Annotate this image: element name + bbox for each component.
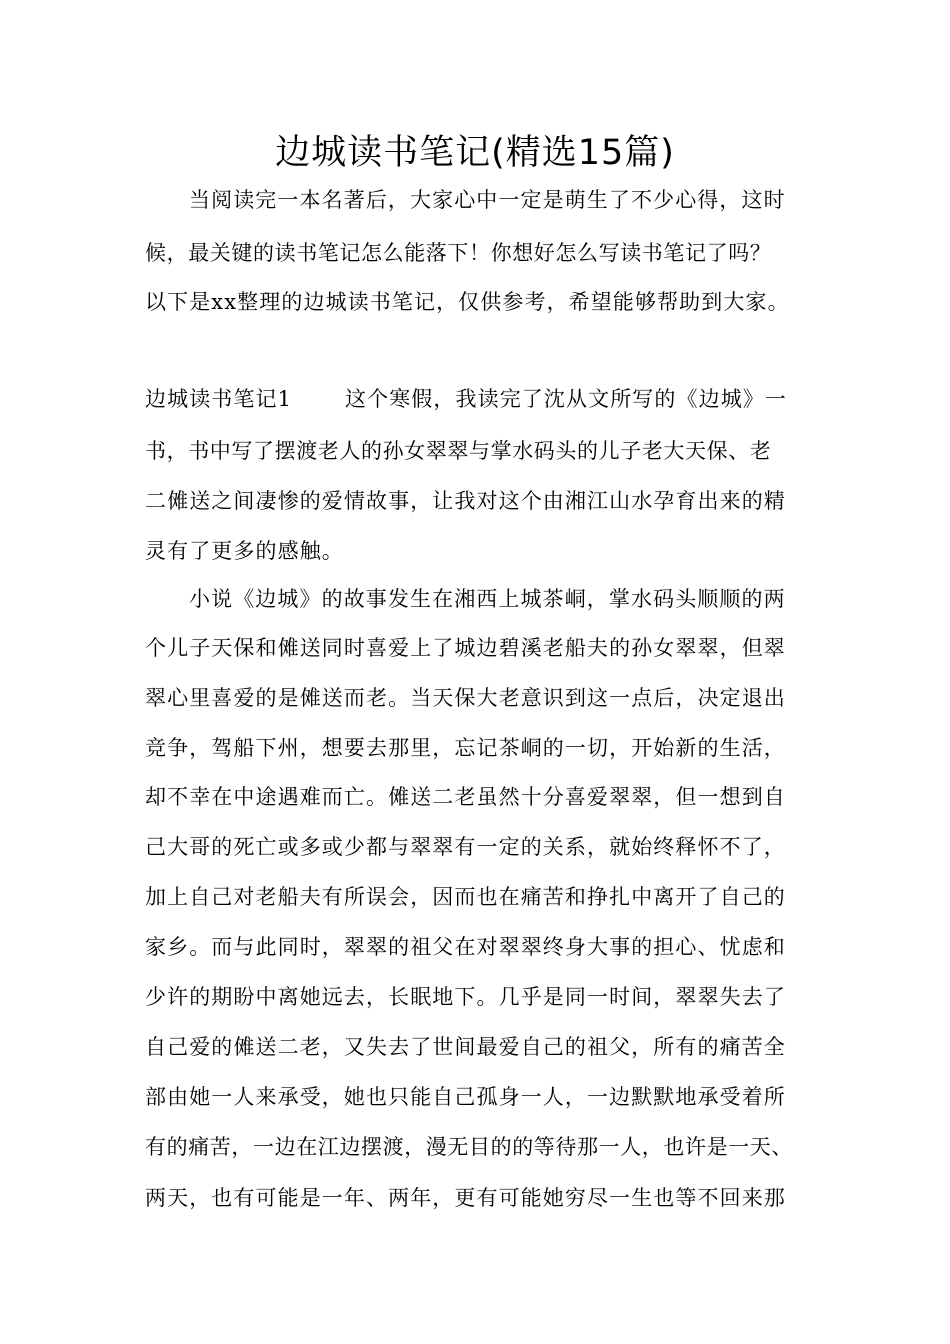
- paragraph-line: 自己爱的傩送二老，又失去了世间最爱自己的祖父，所有的痛苦全: [145, 1035, 786, 1059]
- paragraph-line: 小说《边城》的故事发生在湘西上城茶峒，掌水码头顺顺的两: [189, 587, 786, 611]
- section-line: 书，书中写了摆渡老人的孙女翠翠与掌水码头的儿子老大天保、老: [145, 439, 772, 463]
- paragraph-line: 少许的期盼中离她远去，长眠地下。几乎是同一时间，翠翠失去了: [145, 985, 786, 1009]
- paragraph-line: 己大哥的死亡或多或少都与翠翠有一定的关系，就始终释怀不了，: [145, 835, 786, 859]
- paragraph-line: 竞争，驾船下州，想要去那里，忘记茶峒的一切，开始新的生活，: [145, 736, 786, 760]
- paragraph-line: 两天，也有可能是一年、两年，更有可能她穷尽一生也等不回来那: [145, 1186, 786, 1210]
- section-heading: 边城读书笔记1: [145, 387, 293, 411]
- paragraph-line: 却不幸在中途遇难而亡。傩送二老虽然十分喜爱翠翠，但一想到自: [145, 785, 786, 809]
- document-title: 边城读书笔记(精选15篇): [275, 133, 675, 173]
- intro-line: 候，最关键的读书笔记怎么能落下！你想好怎么写读书笔记了吗？: [145, 241, 772, 265]
- section-line: 二傩送之间凄惨的爱情故事，让我对这个由湘江山水孕育出来的精: [145, 489, 786, 513]
- paragraph-line: 加上自己对老船夫有所误会，因而也在痛苦和挣扎中离开了自己的: [145, 885, 786, 909]
- paragraph-line: 翠心里喜爱的是傩送而老。当天保大老意识到这一点后，决定退出: [145, 686, 786, 710]
- intro-line: 当阅读完一本名著后，大家心中一定是萌生了不少心得，这时: [189, 188, 786, 212]
- paragraph-line: 个儿子天保和傩送同时喜爱上了城边碧溪老船夫的孙女翠翠，但翠: [145, 636, 786, 660]
- section-line: 灵有了更多的感触。: [145, 539, 344, 563]
- paragraph-line: 有的痛苦，一边在江边摆渡，漫无目的的等待那一人，也许是一天、: [145, 1135, 793, 1159]
- paragraph-line: 家乡。而与此同时，翠翠的祖父在对翠翠终身大事的担心、忧虑和: [145, 935, 786, 959]
- paragraph-line: 部由她一人来承受，她也只能自己孤身一人，一边默默地承受着所: [145, 1085, 786, 1109]
- section-line: 这个寒假，我读完了沈从文所写的《边城》一: [345, 387, 787, 411]
- intro-line: 以下是xx整理的边城读书笔记，仅供参考，希望能够帮助到大家。: [145, 290, 790, 314]
